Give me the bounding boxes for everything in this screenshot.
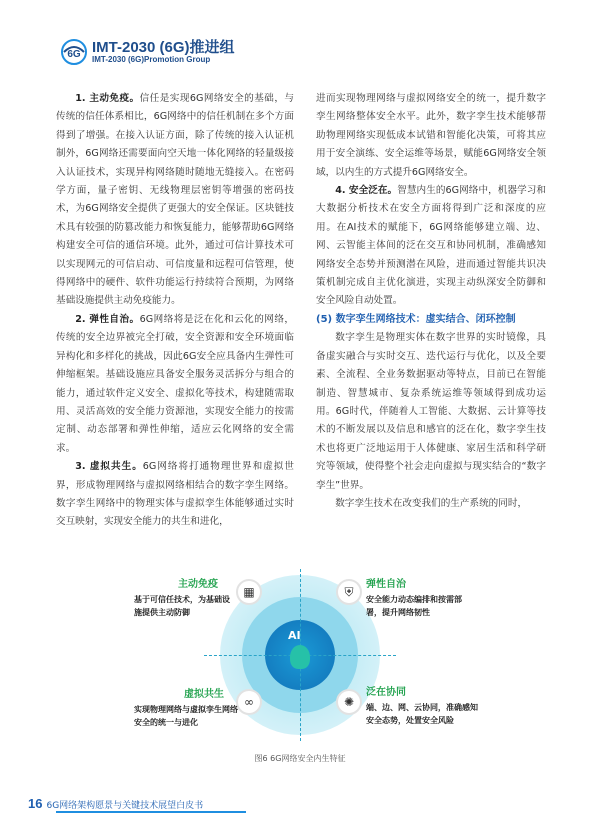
quadrant-title-active-immunity: 主动免疫 [178, 579, 218, 590]
paragraph-ubiquitous-security [316, 182, 546, 311]
quadrant-title-elastic-autonomy: 弹性自治 [366, 579, 406, 590]
quadrant-title-ubiquitous-collaboration: 泛在协同 [366, 687, 406, 698]
quadrant-text-virtual-symbiosis: 实现物理网络与虚拟孪生网络安全的统一与进化 [134, 705, 238, 727]
ai-center-label: AI [288, 629, 301, 642]
paragraph-heading: 2. 弹性自治。 [75, 313, 140, 325]
svg-text:6G: 6G [67, 49, 81, 60]
paragraph-active-immunity [56, 90, 294, 311]
page-header [60, 36, 280, 70]
page-number: 16 [28, 796, 43, 811]
paragraph-virtual-symbiosis [56, 458, 294, 532]
paragraph-body: 信任是实现6G网络安全的基础，与传统的信任体系相比，6G网络中的信任机制在多个方面得到了增强。在接入认证方面，除了传统的接入认证机制外，6G网络还需要面向空天地一体化网络的轻量级接入认证技术，实现异构网络随时随地无缝接入。在密码学方面，量子密钥、无线物理层密钥等增强的密码技术，为6G网络安全提供了更强大的安全保证。区块链技术具有较强的防篡改能力和恢复能力，能够帮助6G网络构建安全可信的通信环境。此外，通过可信计算技术可以实现网元的可信启动、可信度量和远程可信管理，使得网络中的硬件、软件功能运行持续符合预期，为网络基础设施提供主动免疫能力。 [56, 93, 294, 307]
paragraph-digital-twin-continued: 数字孪生技术在改变我们的生产系统的同时， [335, 497, 528, 509]
quadrant-text-elastic-autonomy: 安全能力动态编排和按需部署，提升网络韧性 [366, 595, 462, 617]
paragraph-body: 智慧内生的6G网络中，机器学习和大数据分析技术在安全方面将得到广泛和深度的应用。在AI技术的赋能下，6G网络能够建立端、边、网、云智能主体间的泛在交互和协同机制，准确感知网络安全态势并预测潜在风险，进而通过智能共识决策机制完成自主优化演进，实现主动纵深安全防御和安全风险自动处置。 [316, 185, 546, 307]
footer-accent-bar [56, 811, 246, 813]
paragraph-heading: 1. 主动免疫。 [75, 93, 140, 104]
paragraph-elastic-autonomy [56, 311, 294, 458]
quadrant-text-active-immunity: 基于可信任技术，为基础设施提供主动防御 [134, 595, 230, 617]
link-icon: ∞ [236, 689, 262, 715]
quadrant-text-ubiquitous-collaboration: 端、边、网、云协同，准确感知安全态势，处置安全风险 [366, 703, 478, 725]
paragraph-heading: 4. 安全泛在。 [335, 185, 398, 197]
paragraph-continuation: 进而实现物理网络与虚拟网络安全的统一，提升数字孪生网络整体安全水平。此外，数字孪生技术能够帮助物理网络实现低成本试错和智能化决策，可将其应用于安全演练、安全运维等场景，赋能6G网络安全领域，以内生的方式提升6G网络安全。 [316, 93, 546, 178]
paragraph-body: 6G网络将是泛在化和云化的网络，传统的安全边界被完全打破，安全资源和安全环境面临异构化和多样化的挑战，因此6G安全应具备内生弹性可伸缩框架。基础设施应具备安全服务灵活拆分与组合的能力，通过软件定义安全、虚拟化等技术，构建随需取用、灵活高效的安全能力资源池，实现安全能力的按需定制、动态部署和弹性伸缩，适应云化网络的安全需求。 [56, 313, 294, 454]
right-column [316, 90, 546, 513]
page-footer [28, 796, 203, 811]
quadrant-title-virtual-symbiosis: 虚拟共生 [184, 689, 224, 700]
ai-head-icon [290, 645, 310, 669]
figure-caption: 图6 6G网络安全内生特征 [254, 754, 346, 763]
header-subtitle: IMT-2030 (6G)Promotion Group [92, 55, 211, 64]
chip-icon: ▦ [236, 579, 262, 605]
shield-gear-icon: ⛨ [336, 579, 362, 605]
left-column [56, 90, 294, 532]
security-features-diagram [120, 565, 480, 765]
paragraph-heading: 3. 虚拟共生。 [75, 461, 143, 473]
section-subheading: (5) 数字孪生网络技术：虚实结合、闭环控制 [316, 313, 516, 325]
paragraph-body: 6G网络将打通物理世界和虚拟世界，形成物理网络与虚拟网络相结合的数字孪生网络。数字孪生网络中的物理实体与虚拟孪生体能够通过实时交互映射，实现安全能力的共生和进化， [56, 461, 294, 528]
footer-title: 6G网络架构愿景与关键技术展望白皮书 [46, 801, 204, 811]
imt2030-logo-icon [60, 38, 88, 66]
paragraph-digital-twin: 数字孪生是物理实体在数字世界的实时镜像，具备虚实融合与实时交互、迭代运行与优化，以及全要素、全流程、全业务数据驱动等特点，目前已在智能制造、智慧城市、复杂系统运维等领域得到成功运用。6G时代，伴随着人工智能、大数据、云计算等技术的不断发展以及信息和感官的泛在化，数字孪生技术也将更广泛地运用于人体健康、家居生活和科学研究等领域，使得整个社会走向虚拟与现实结合的“数字孪生”世界。 [316, 332, 546, 491]
network-virus-icon: ✺ [336, 689, 362, 715]
header-title: IMT-2030 (6G)推进组 [92, 39, 235, 56]
